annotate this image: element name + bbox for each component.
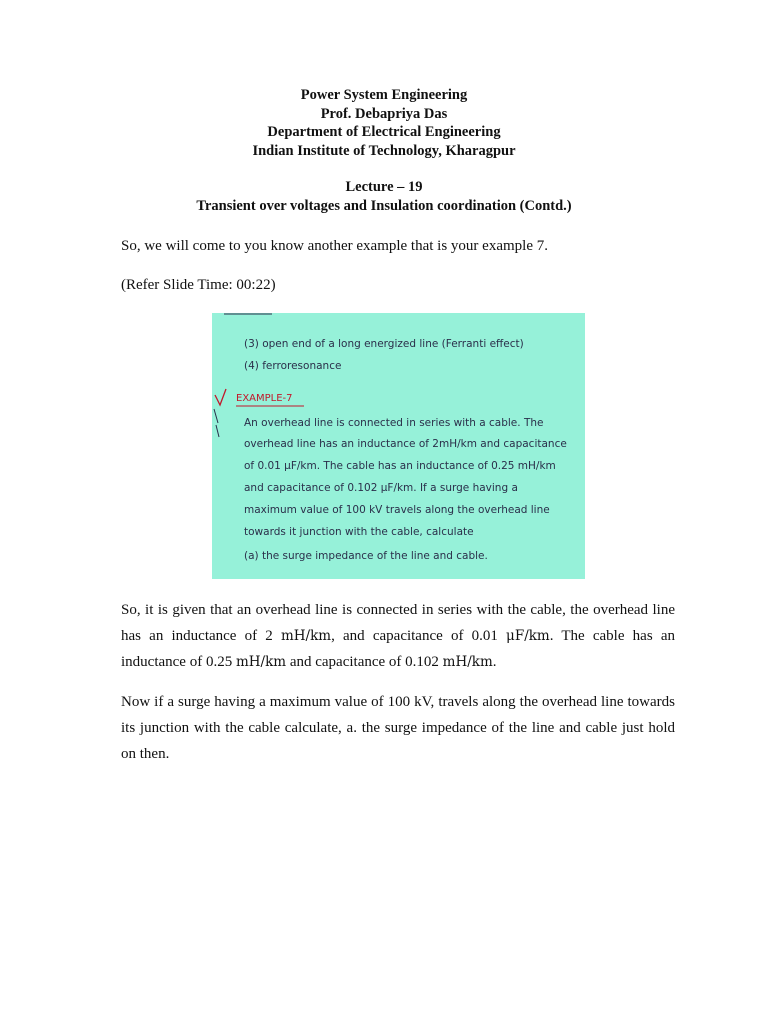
paragraph-intro: So, we will come to you know another example that is your example 7.: [121, 238, 548, 254]
slide-line-7: maximum value of 100 kV travels along the overhead line: [244, 504, 550, 516]
unit-inductance-line: mH/km: [280, 628, 332, 644]
slide-handwriting: [212, 313, 585, 579]
paragraph-surge-question: Now if a surge having a maximum value of 100 kV, travels along the overhead line towards its junction with the cable calculate, a. the surge impedance of the line and cable just hold on then.: [121, 694, 675, 762]
course-title: Power System Engineering: [300, 87, 468, 103]
slide-line-3: An overhead line is connected in series with a cable. The: [244, 417, 544, 429]
lecture-slide-image: [212, 313, 585, 579]
slide-time-reference: (Refer Slide Time: 00:22): [121, 277, 276, 293]
professor-name: Prof. Debapriya Das: [320, 105, 448, 122]
unit-capacitance-cable: mH/km: [442, 654, 493, 670]
unit-inductance-cable: mH/km: [235, 654, 287, 670]
slide-line-9: (a) the surge impedance of the line and cable.: [244, 550, 488, 562]
slide-line-8: towards it junction with the cable, calculate: [244, 526, 474, 538]
institute-name: Indian Institute of Technology, Kharagpur: [252, 142, 516, 159]
example-heading: EXAMPLE-7: [236, 393, 293, 404]
slide-line-4: overhead line has an inductance of 2mH/km and capacitance: [244, 438, 567, 450]
slide-line-2: (4) ferroresonance: [244, 360, 342, 372]
department-name: Department of Electrical Engineering: [267, 124, 501, 140]
lecture-topic: Transient over voltages and Insulation coordination (Contd.): [196, 197, 572, 214]
lecture-number: Lecture – 19: [345, 179, 423, 195]
tick-mark-icon: [215, 389, 226, 405]
unit-capacitance-line: μF/km: [506, 628, 550, 644]
slide-line-5: of 0.01 μF/km. The cable has an inductance of 0.25 mH/km: [244, 460, 556, 472]
slide-line-1: (3) open end of a long energized line (Ferranti effect): [244, 338, 524, 350]
margin-marks: [214, 409, 219, 437]
paragraph-given-values: So, it is given that an overhead line is connected in series with the cable, the overhead line has an inductance of 2 mH/km, and capacitance of 0.01 μF/km. The cable has an inductance of 0.25 mH/km and capacitance of 0.102 mH/km.: [121, 602, 675, 670]
document-header: [0, 86, 768, 215]
slide-line-6: and capacitance of 0.102 μF/km. If a surge having a: [244, 482, 518, 494]
